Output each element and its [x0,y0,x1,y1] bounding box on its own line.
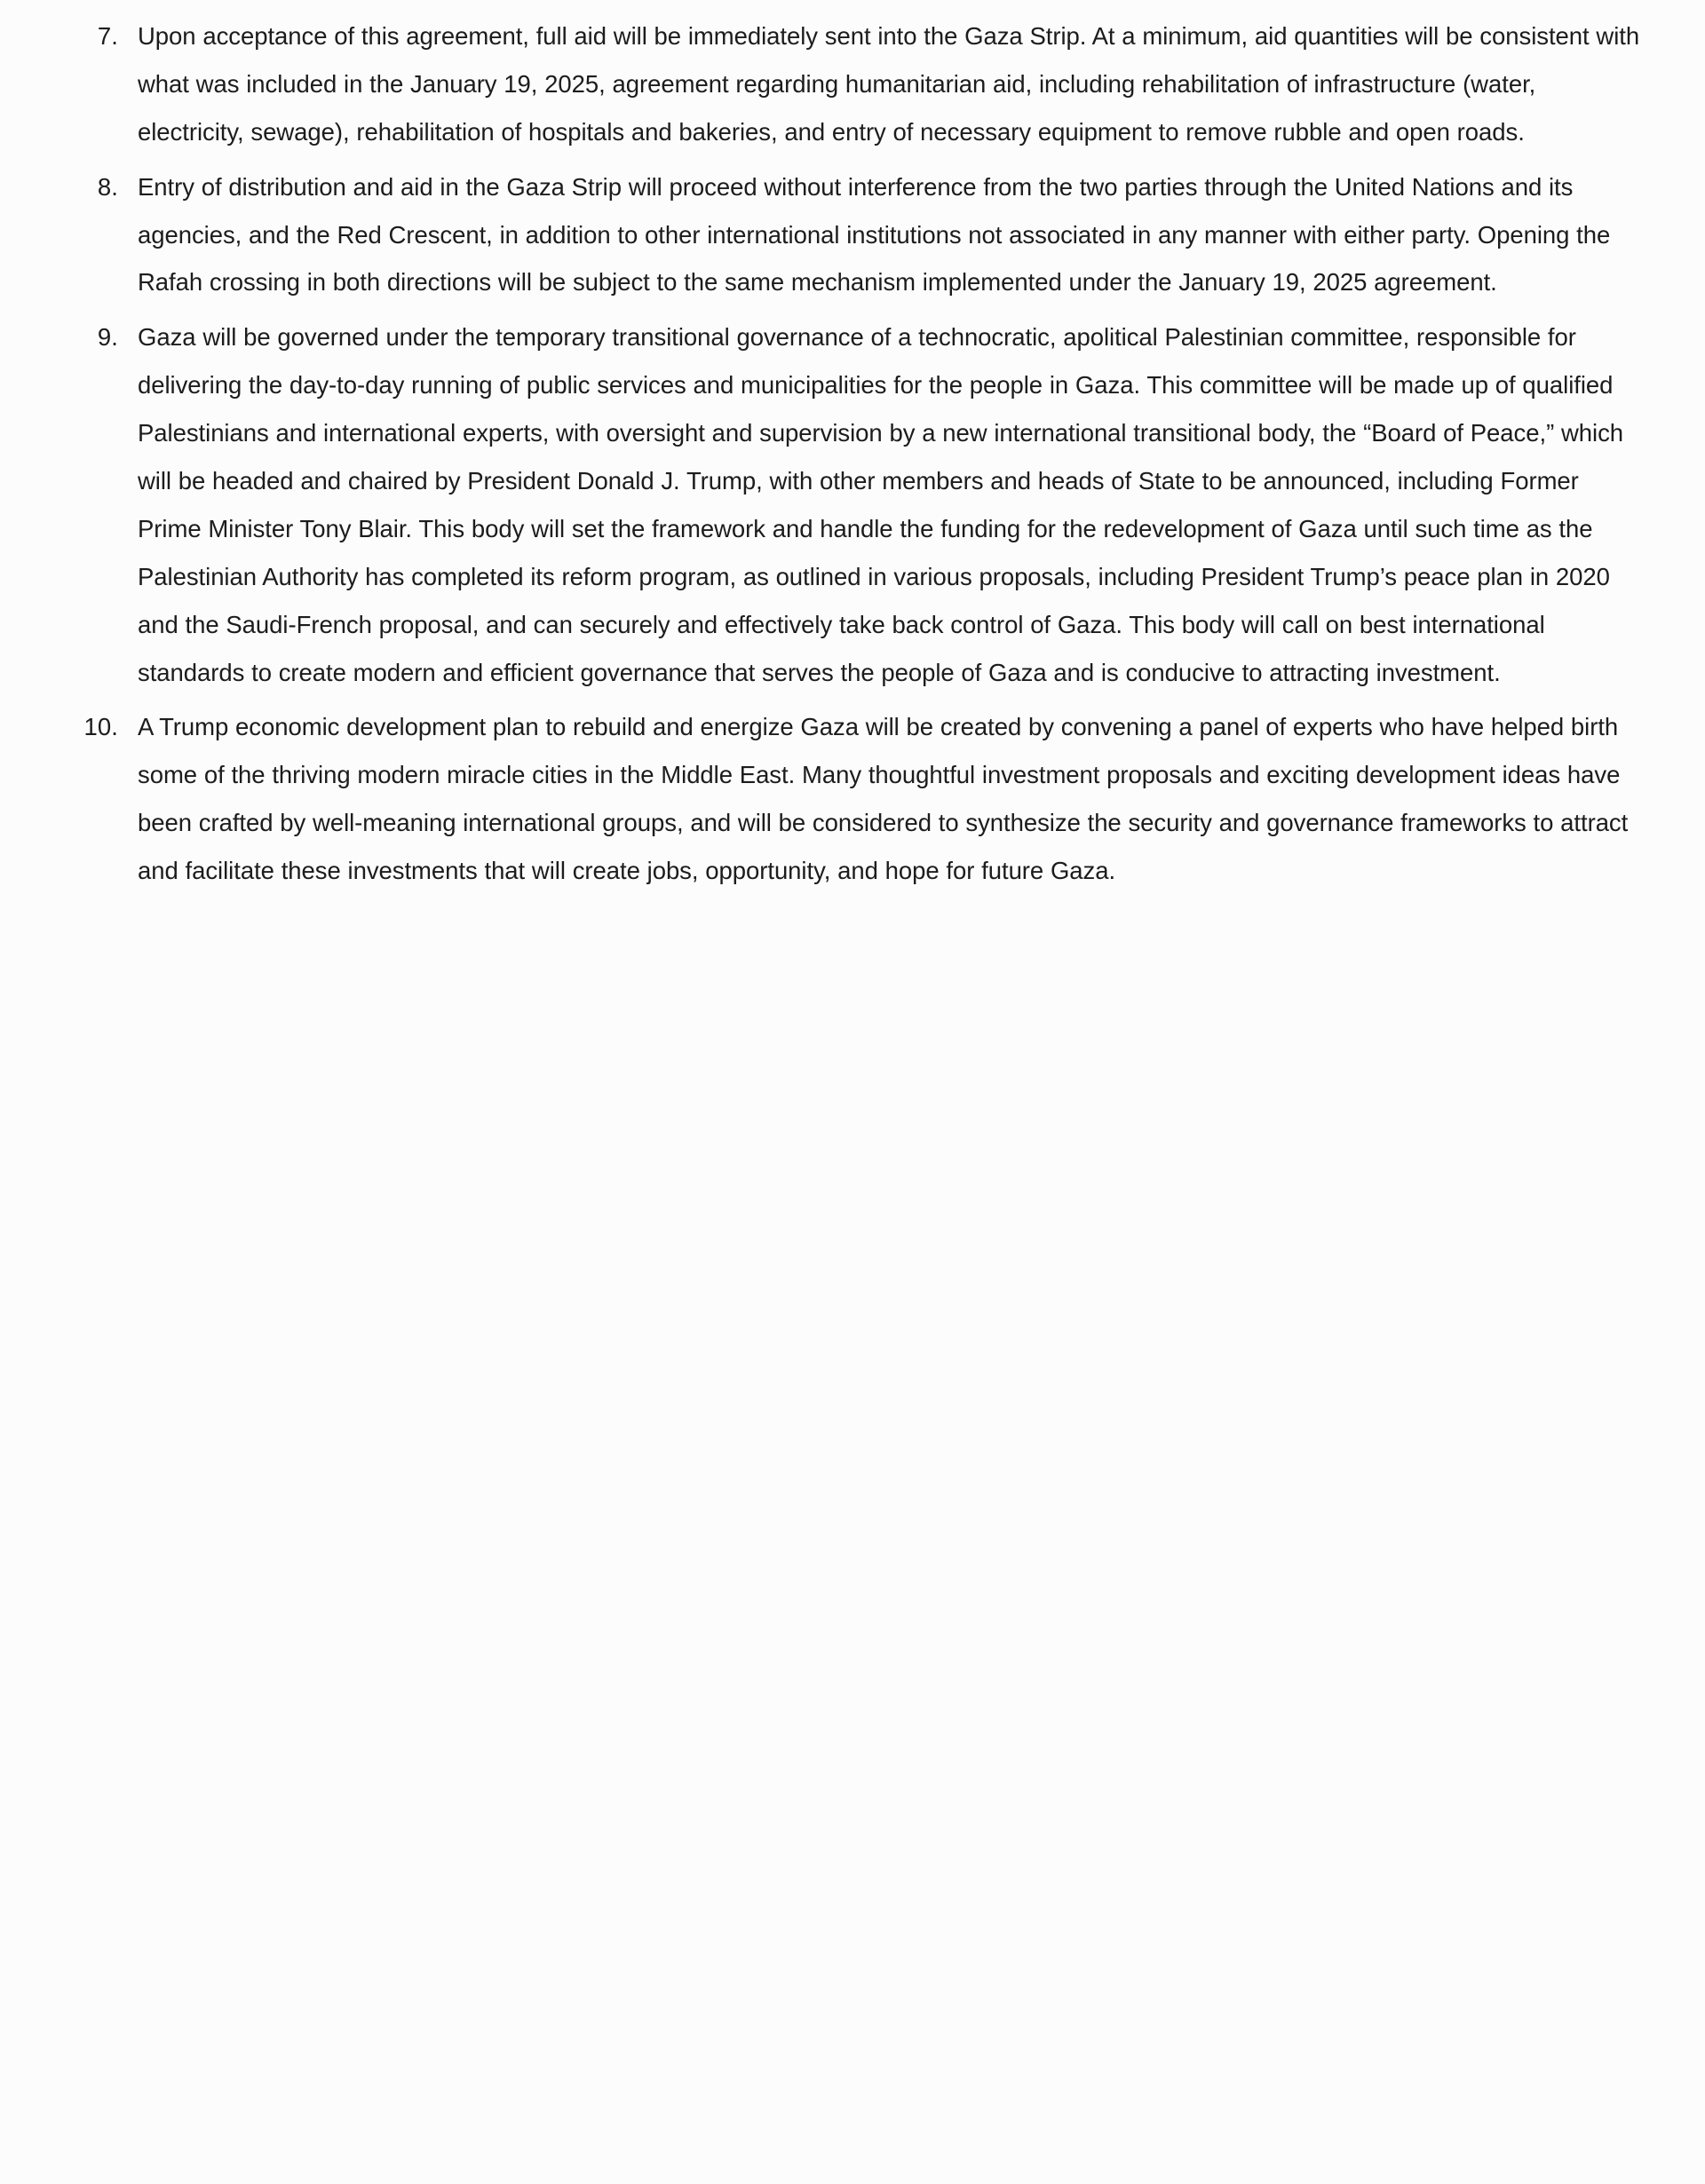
clause-text: A Trump economic development plan to rebuild and energize Gaza will be created by convening a panel of experts who have helped birth some of the thriving modern miracle cities in the Middle East. Many thoughtful investment proposals and exciting development ideas have been crafted by well-meaning international groups, and will be considered to synthesize the security and governance frameworks to attract and facilitate these investments that will create jobs, opportunity, and hope for future Gaza. [138,713,1629,885]
clause-text: Entry of distribution and aid in the Gaza Strip will proceed without interference from the two parties through the United Nations and its agencies, and the Red Crescent, in addition to other international institutions not associated in any manner with either party. Opening the Rafah crossing in both directions will be subject to the same mechanism implemented under the January 19, 2025 agreement. [138,172,1611,297]
clause-number: 10. [83,713,118,741]
clause-item [53,313,1652,696]
clause-item [53,12,1652,156]
clause-number: 8. [97,172,118,201]
clause-text: Gaza will be governed under the temporary transitional governance of a technocratic, apolitical Palestinian committee, responsible for delivering the day-to-day running of public services and municipalities for the people in Gaza. This committee will be made up of qualified Palestinians and international experts, with oversight and supervision by a new international transitional body, the “Board of Peace,” which will be headed and chaired by President Donald J. Trump, with other members and heads of State to be announced, including Former Prime Minister Tony Blair. This body will set the framework and handle the funding for the redevelopment of Gaza until such time as the Palestinian Authority has completed its reform program, as outlined in various proposals, including President Trump’s peace plan in 2020 and the Saudi-French proposal, and can securely and effectively take back control of Gaza. This body will call on best international standards to create modern and efficient governance that serves the people of Gaza and is conducive to attracting investment. [138,323,1624,686]
clause-number: 7. [97,22,118,50]
clause-item [53,703,1652,895]
clause-item [53,163,1652,307]
clause-number: 9. [97,323,118,352]
clause-text: Upon acceptance of this agreement, full aid will be immediately sent into the Gaza Strip. At a minimum, aid quantities will be consistent with what was included in the January 19, 2025, agreement regarding humanitarian aid, including rehabilitation of infrastructure (water, electricity, sewage), rehabilitation of hospitals and bakeries, and entry of necessary equipment to remove rubble and open roads. [138,22,1640,146]
clause-list [53,12,1652,895]
